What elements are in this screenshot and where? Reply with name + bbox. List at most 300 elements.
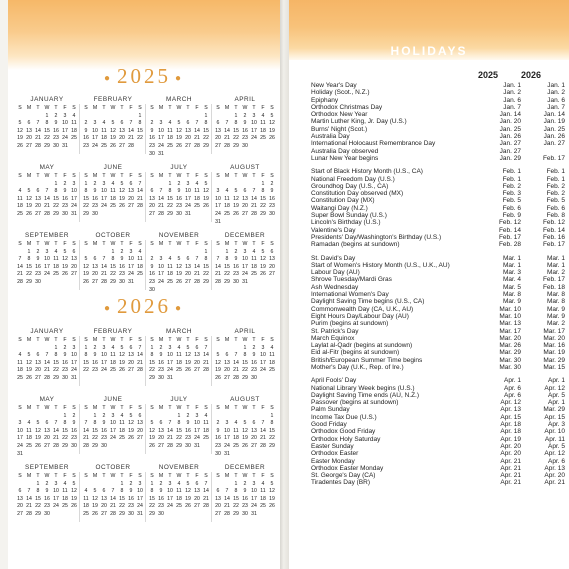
day-cell bbox=[43, 345, 51, 353]
holiday-name: National Library Week begins (U.S.) bbox=[311, 384, 415, 392]
day-cell: 24 bbox=[92, 142, 98, 149]
month-january bbox=[16, 96, 78, 151]
week-row bbox=[214, 135, 276, 143]
day-cell: 28 bbox=[194, 278, 200, 285]
column-divider bbox=[145, 472, 146, 522]
day-cell bbox=[202, 443, 210, 451]
day-cell: 17 bbox=[167, 495, 173, 502]
day-cell: 25 bbox=[233, 442, 239, 449]
day-cell: 5 bbox=[234, 188, 238, 195]
holiday-row bbox=[311, 262, 565, 269]
day-cell: 1 bbox=[93, 412, 97, 419]
week-row bbox=[82, 181, 144, 189]
weekday-label: T bbox=[186, 337, 190, 343]
day-cell bbox=[259, 219, 267, 227]
month-name: JUNE bbox=[103, 396, 123, 403]
week-row bbox=[82, 211, 144, 219]
day-cell: 13 bbox=[71, 256, 77, 263]
holiday-date-2026: Apr. 15 bbox=[544, 413, 565, 421]
holiday-name: National Freedom Day (U.S.) bbox=[311, 175, 395, 183]
month-november bbox=[148, 232, 210, 294]
day-cell bbox=[82, 113, 90, 121]
holiday-row bbox=[311, 479, 565, 486]
day-cell bbox=[166, 511, 174, 519]
week-row bbox=[148, 271, 210, 279]
day-cell: 18 bbox=[167, 271, 173, 278]
day-cell: 18 bbox=[137, 263, 143, 270]
weekday-label: M bbox=[26, 241, 32, 247]
day-cell: 14 bbox=[44, 359, 50, 366]
week-row bbox=[16, 360, 78, 368]
day-cell: 24 bbox=[17, 442, 23, 449]
day-cell: 22 bbox=[167, 203, 173, 210]
day-cell: 16 bbox=[62, 195, 68, 202]
week-row bbox=[214, 345, 276, 353]
holiday-name: Lincoln's Birthday (U.S.) bbox=[311, 219, 381, 227]
day-cell: 4 bbox=[195, 180, 199, 187]
month-january bbox=[16, 328, 78, 383]
week-row bbox=[16, 345, 78, 353]
day-cell: 12 bbox=[26, 195, 32, 202]
day-cell: 14 bbox=[83, 427, 89, 434]
day-cell: 13 bbox=[26, 127, 32, 134]
weekday-label: F bbox=[195, 473, 199, 479]
week-row bbox=[16, 128, 78, 136]
day-cell: 3 bbox=[102, 180, 106, 187]
week-row bbox=[148, 203, 210, 211]
weekday-label: W bbox=[242, 173, 248, 179]
day-cell: 21 bbox=[260, 435, 266, 442]
holiday-row bbox=[311, 118, 565, 125]
holiday-name: Purim (begins at sundown) bbox=[311, 320, 389, 328]
day-cell: 22 bbox=[269, 435, 275, 442]
day-cell: 6 bbox=[195, 480, 199, 487]
day-cell: 2 bbox=[159, 480, 163, 487]
day-cell: 8 bbox=[138, 120, 142, 127]
day-cell bbox=[250, 279, 258, 287]
day-cell: 27 bbox=[224, 374, 230, 381]
day-cell bbox=[100, 113, 108, 121]
day-cell: 11 bbox=[176, 352, 182, 359]
holiday-date-2025: Mar. 4 bbox=[502, 276, 521, 284]
weekday-header bbox=[214, 105, 276, 113]
day-cell: 31 bbox=[137, 510, 143, 517]
weekday-label: T bbox=[168, 405, 172, 411]
day-cell: 25 bbox=[53, 271, 59, 278]
weekday-header bbox=[16, 405, 78, 413]
holiday-name: Holiday (Scot., N.Z.) bbox=[311, 89, 370, 97]
weekday-header bbox=[148, 241, 210, 249]
day-cell: 20 bbox=[185, 271, 191, 278]
day-cell: 31 bbox=[17, 450, 23, 457]
day-cell bbox=[232, 219, 240, 227]
day-cell bbox=[250, 451, 258, 459]
day-cell: 19 bbox=[269, 127, 275, 134]
day-cell bbox=[166, 113, 174, 121]
day-cell: 28 bbox=[26, 510, 32, 517]
day-cell: 6 bbox=[186, 120, 190, 127]
holiday-date-2025: Mar. 30 bbox=[499, 363, 521, 371]
holiday-row bbox=[311, 284, 565, 291]
weekday-label: S bbox=[72, 337, 76, 343]
day-cell: 3 bbox=[54, 480, 58, 487]
day-cell: 28 bbox=[224, 142, 230, 149]
weekday-label: T bbox=[252, 337, 256, 343]
weekday-label: S bbox=[72, 241, 76, 247]
day-cell bbox=[214, 249, 222, 257]
month-name: NOVEMBER bbox=[158, 464, 200, 471]
holiday-name: Orthodox Good Friday bbox=[311, 428, 376, 436]
day-cell: 20 bbox=[242, 203, 248, 210]
day-cell: 25 bbox=[119, 435, 125, 442]
column-divider bbox=[145, 404, 146, 454]
day-cell: 19 bbox=[35, 435, 41, 442]
day-cell: 4 bbox=[177, 480, 181, 487]
weekday-label: M bbox=[158, 241, 164, 247]
weekday-label: S bbox=[84, 173, 88, 179]
day-cell: 19 bbox=[128, 427, 134, 434]
week-row bbox=[214, 360, 276, 368]
day-cell: 4 bbox=[261, 480, 265, 487]
holiday-date-2026 bbox=[521, 148, 565, 155]
day-cell: 15 bbox=[119, 495, 125, 502]
day-cell: 26 bbox=[185, 503, 191, 510]
day-cell bbox=[52, 451, 60, 459]
day-cell: 22 bbox=[53, 367, 59, 374]
day-cell: 8 bbox=[204, 256, 208, 263]
weekday-label: T bbox=[54, 241, 58, 247]
weekday-label: F bbox=[63, 473, 67, 479]
day-cell: 17 bbox=[260, 359, 266, 366]
day-cell bbox=[193, 375, 201, 383]
holiday-date-2026: Mar. 2 bbox=[546, 269, 565, 277]
month-name: JUNE bbox=[103, 164, 123, 171]
day-cell: 23 bbox=[215, 442, 221, 449]
month-name: MARCH bbox=[166, 96, 192, 103]
day-cell: 14 bbox=[224, 127, 230, 134]
day-cell: 5 bbox=[177, 120, 181, 127]
month-july bbox=[148, 396, 210, 451]
day-cell: 21 bbox=[224, 135, 230, 142]
day-cell: 25 bbox=[167, 278, 173, 285]
holiday-name: Orthodox Easter Monday bbox=[311, 464, 384, 472]
day-cell bbox=[109, 113, 117, 121]
day-cell: 11 bbox=[53, 256, 59, 263]
weekday-label: F bbox=[63, 405, 67, 411]
weekday-label: W bbox=[110, 337, 116, 343]
day-cell: 7 bbox=[129, 120, 133, 127]
holiday-row bbox=[311, 219, 565, 226]
day-cell: 19 bbox=[203, 195, 209, 202]
day-cell: 16 bbox=[158, 495, 164, 502]
weekday-label: T bbox=[54, 337, 58, 343]
day-cell: 1 bbox=[54, 344, 58, 351]
day-cell: 17 bbox=[158, 135, 164, 142]
day-cell: 23 bbox=[53, 135, 59, 142]
day-cell: 6 bbox=[93, 256, 97, 263]
week-row bbox=[82, 264, 144, 272]
day-cell: 14 bbox=[53, 427, 59, 434]
day-cell: 27 bbox=[242, 210, 248, 217]
day-cell: 9 bbox=[84, 127, 88, 134]
day-cell: 30 bbox=[35, 278, 41, 285]
day-cell: 20 bbox=[35, 203, 41, 210]
week-row bbox=[148, 443, 210, 451]
weekday-label: T bbox=[36, 473, 40, 479]
day-cell: 12 bbox=[35, 427, 41, 434]
weekday-label: T bbox=[234, 473, 238, 479]
holiday-date-2025: Apr. 19 bbox=[500, 435, 521, 443]
holiday-row bbox=[311, 155, 565, 162]
day-cell: 31 bbox=[242, 278, 248, 285]
left-page bbox=[8, 0, 280, 569]
day-cell: 25 bbox=[203, 435, 209, 442]
day-cell bbox=[25, 451, 33, 459]
day-cell: 24 bbox=[251, 135, 257, 142]
week-row bbox=[148, 367, 210, 375]
day-cell bbox=[259, 143, 267, 151]
day-cell bbox=[166, 249, 174, 257]
day-cell: 25 bbox=[101, 142, 107, 149]
holiday-date-2025: Jan. 2 bbox=[503, 89, 521, 97]
week-row bbox=[16, 451, 78, 459]
holiday-group bbox=[311, 377, 565, 486]
weekday-label: W bbox=[176, 173, 182, 179]
weekday-label: S bbox=[270, 241, 274, 247]
day-cell: 7 bbox=[159, 188, 163, 195]
weekday-label: W bbox=[242, 473, 248, 479]
day-cell: 7 bbox=[45, 188, 49, 195]
day-cell: 5 bbox=[111, 120, 115, 127]
day-cell: 4 bbox=[204, 412, 208, 419]
day-cell bbox=[184, 151, 192, 159]
day-cell: 20 bbox=[35, 367, 41, 374]
day-cell: 14 bbox=[101, 263, 107, 270]
month-name: DECEMBER bbox=[224, 464, 266, 471]
day-cell bbox=[52, 413, 60, 421]
week-row bbox=[148, 264, 210, 272]
holiday-date-2025: Jan. 7 bbox=[503, 103, 521, 111]
day-cell: 9 bbox=[63, 188, 67, 195]
week-row bbox=[214, 196, 276, 204]
week-row bbox=[82, 503, 144, 511]
month-december bbox=[214, 464, 276, 519]
month-name: JANUARY bbox=[30, 328, 64, 335]
day-cell: 6 bbox=[72, 248, 76, 255]
day-cell: 9 bbox=[234, 256, 238, 263]
day-cell: 1 bbox=[234, 112, 238, 119]
weekday-label: W bbox=[176, 337, 182, 343]
day-cell: 25 bbox=[83, 510, 89, 517]
week-row bbox=[148, 488, 210, 496]
day-cell: 24 bbox=[62, 135, 68, 142]
week-row bbox=[148, 181, 210, 189]
holiday-date-2026: Jan. 2 bbox=[547, 89, 565, 97]
weekday-label: T bbox=[168, 473, 172, 479]
day-cell: 28 bbox=[53, 442, 59, 449]
holiday-date-2025: Feb. 1 bbox=[502, 168, 521, 176]
day-cell: 12 bbox=[260, 256, 266, 263]
holiday-date-2025: Jan. 26 bbox=[499, 133, 521, 141]
watercolor-header bbox=[8, 0, 280, 70]
month-march bbox=[148, 328, 210, 383]
day-cell: 3 bbox=[72, 180, 76, 187]
day-cell: 10 bbox=[110, 420, 116, 427]
day-cell: 25 bbox=[269, 367, 275, 374]
week-row bbox=[214, 211, 276, 219]
day-cell: 18 bbox=[62, 495, 68, 502]
week-row bbox=[148, 143, 210, 151]
day-cell bbox=[52, 279, 60, 287]
weekday-label: W bbox=[44, 105, 50, 111]
right-page bbox=[289, 0, 569, 569]
day-cell bbox=[16, 345, 24, 353]
day-cell bbox=[82, 481, 90, 489]
day-cell bbox=[202, 211, 210, 219]
column-divider bbox=[79, 472, 80, 522]
day-cell: 12 bbox=[185, 352, 191, 359]
day-cell: 23 bbox=[71, 435, 77, 442]
day-cell: 9 bbox=[120, 256, 124, 263]
holiday-date-2026: Feb. 6 bbox=[546, 204, 565, 212]
month-april bbox=[214, 328, 276, 383]
day-cell: 20 bbox=[17, 503, 23, 510]
day-cell: 20 bbox=[128, 195, 134, 202]
day-cell bbox=[184, 511, 192, 519]
day-cell: 26 bbox=[17, 142, 23, 149]
day-cell: 24 bbox=[101, 367, 107, 374]
day-cell: 1 bbox=[111, 248, 115, 255]
holiday-date-2025: Jan. 6 bbox=[503, 96, 521, 104]
holiday-date-2025: Apr. 21 bbox=[500, 472, 521, 480]
day-cell: 4 bbox=[270, 344, 274, 351]
year-col-a: 2025 bbox=[478, 70, 499, 80]
day-cell: 16 bbox=[158, 359, 164, 366]
day-cell: 16 bbox=[119, 263, 125, 270]
day-cell bbox=[16, 413, 24, 421]
weekday-label: S bbox=[84, 337, 88, 343]
day-cell: 27 bbox=[119, 142, 125, 149]
month-march bbox=[148, 96, 210, 158]
day-cell: 12 bbox=[149, 427, 155, 434]
holiday-row bbox=[311, 197, 565, 204]
day-cell: 21 bbox=[83, 435, 89, 442]
day-cell: 5 bbox=[93, 488, 97, 495]
weekday-label: W bbox=[176, 105, 182, 111]
day-cell bbox=[193, 113, 201, 121]
day-cell: 5 bbox=[216, 352, 220, 359]
day-cell: 11 bbox=[269, 352, 275, 359]
holiday-date-2026: Feb. 2 bbox=[546, 182, 565, 190]
day-cell: 22 bbox=[260, 203, 266, 210]
day-cell: 3 bbox=[252, 112, 256, 119]
month-february bbox=[82, 328, 144, 375]
day-cell: 3 bbox=[111, 412, 115, 419]
holiday-date-2026: Apr. 1 bbox=[548, 399, 565, 407]
week-row bbox=[82, 113, 144, 121]
week-row bbox=[148, 120, 210, 128]
column-divider bbox=[211, 240, 212, 290]
day-cell: 11 bbox=[83, 495, 89, 502]
day-cell: 13 bbox=[194, 352, 200, 359]
day-cell: 13 bbox=[17, 495, 23, 502]
weekday-label: T bbox=[252, 173, 256, 179]
weekday-label: S bbox=[204, 473, 208, 479]
day-cell: 4 bbox=[111, 344, 115, 351]
day-cell: 23 bbox=[233, 271, 239, 278]
weekday-label: M bbox=[92, 405, 98, 411]
month-name: MAY bbox=[39, 164, 55, 171]
day-cell bbox=[61, 279, 69, 287]
day-cell bbox=[118, 211, 126, 219]
weekday-label: F bbox=[129, 173, 133, 179]
month-august bbox=[214, 396, 276, 458]
weekday-label: S bbox=[150, 405, 154, 411]
day-cell: 1 bbox=[150, 344, 154, 351]
day-cell: 3 bbox=[45, 248, 49, 255]
week-row bbox=[16, 511, 78, 519]
weekday-label: F bbox=[63, 241, 67, 247]
day-cell: 24 bbox=[215, 210, 221, 217]
day-cell bbox=[70, 143, 78, 151]
weekday-label: W bbox=[176, 405, 182, 411]
day-cell: 21 bbox=[35, 135, 41, 142]
weekday-label: S bbox=[216, 173, 220, 179]
day-cell: 19 bbox=[149, 435, 155, 442]
weekday-label: T bbox=[252, 105, 256, 111]
week-row bbox=[16, 279, 78, 287]
day-cell: 28 bbox=[194, 142, 200, 149]
weekday-label: S bbox=[138, 105, 142, 111]
weekday-label: W bbox=[44, 337, 50, 343]
day-cell: 28 bbox=[35, 142, 41, 149]
day-cell: 31 bbox=[158, 150, 164, 157]
holiday-name: Australia Day bbox=[311, 133, 350, 141]
day-cell: 3 bbox=[186, 180, 190, 187]
day-cell: 21 bbox=[251, 203, 257, 210]
day-cell: 7 bbox=[204, 344, 208, 351]
weekday-label: F bbox=[261, 241, 265, 247]
day-cell: 18 bbox=[224, 203, 230, 210]
holiday-row bbox=[311, 97, 565, 104]
day-cell: 6 bbox=[36, 352, 40, 359]
week-row bbox=[214, 488, 276, 496]
month-july bbox=[148, 164, 210, 219]
day-cell: 30 bbox=[92, 210, 98, 217]
day-cell: 18 bbox=[83, 503, 89, 510]
day-cell: 16 bbox=[35, 263, 41, 270]
holiday-group bbox=[311, 82, 565, 162]
day-cell: 6 bbox=[150, 188, 154, 195]
week-row bbox=[214, 481, 276, 489]
day-cell: 2 bbox=[270, 180, 274, 187]
day-cell: 14 bbox=[203, 488, 209, 495]
day-cell: 11 bbox=[167, 263, 173, 270]
holiday-name: Super Bowl Sunday (U.S.) bbox=[311, 212, 387, 220]
day-cell: 30 bbox=[128, 510, 134, 517]
day-cell: 31 bbox=[215, 218, 221, 225]
month-name: DECEMBER bbox=[224, 232, 266, 239]
week-row bbox=[16, 496, 78, 504]
holiday-name: Orthodox Holy Saturday bbox=[311, 435, 381, 443]
day-cell bbox=[184, 249, 192, 257]
day-cell: 27 bbox=[194, 367, 200, 374]
day-cell: 15 bbox=[53, 359, 59, 366]
weekday-header bbox=[214, 473, 276, 481]
day-cell: 17 bbox=[224, 435, 230, 442]
day-cell: 22 bbox=[242, 367, 248, 374]
day-cell bbox=[91, 481, 99, 489]
